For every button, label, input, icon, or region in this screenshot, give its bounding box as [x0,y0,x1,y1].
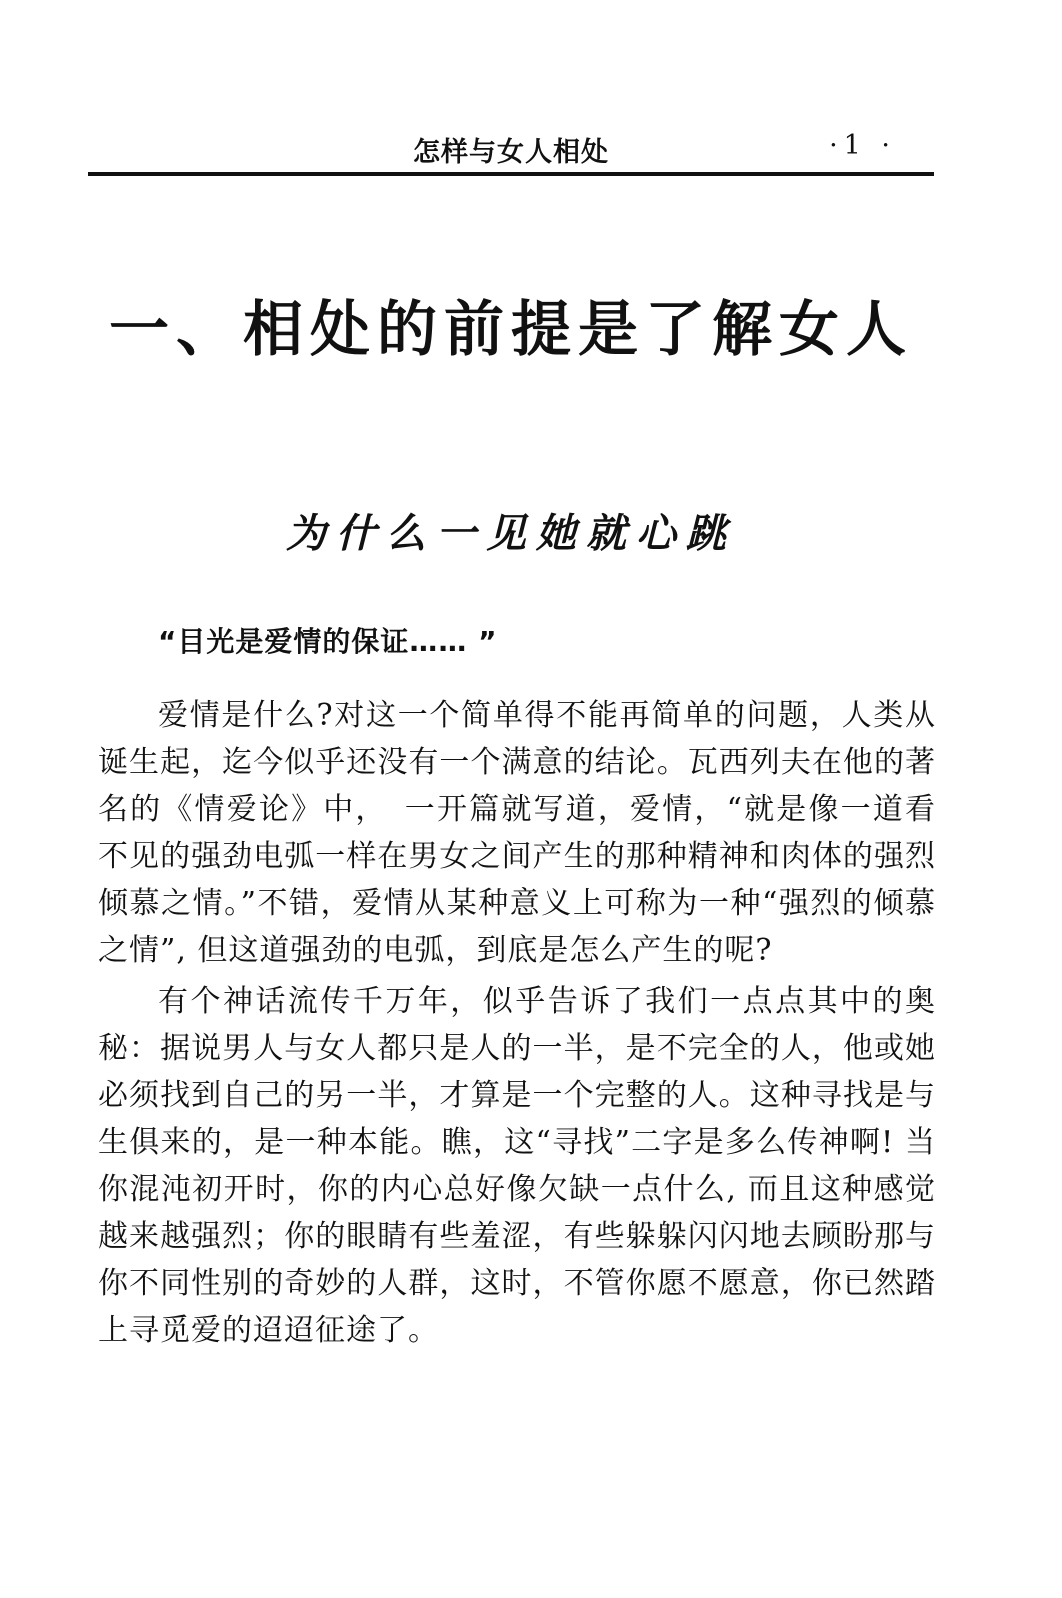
page-number: ·1 · [829,130,896,161]
running-title: 怎样与女人相处 [413,137,609,168]
section-title: 为什么一见她就心跳 [286,510,736,557]
chapter-title: 一、相处的前提是了解女人 [109,295,913,365]
running-header [88,128,934,176]
section-epigraph: “目光是爱情的保证…… ” [158,625,498,658]
paragraph: 爱情是什么?对这一个简单得不能再简单的问题，人类从诞生起，迄今似乎还没有一个满意的结论。瓦西列夫在他的著名的《情爱论》中， 一开篇就写道，爱情，“就是像一道看不见的强劲电弧一样在男女之间产生的那种精神和肉体的强烈倾慕之情。”不错，爱情从某种意义上可称为一种“强烈的倾慕之情”, 但这道强劲的电弧，到底是怎么产生的呢? [98,698,936,968]
paragraph: 有个神话流传千万年，似乎告诉了我们一点点其中的奥秘：据说男人与女人都只是人的一半，是不完全的人，他或她必须找到自己的另一半，才算是一个完整的人。这种寻找是与生俱来的，是一种本能。瞧，这“寻找”二字是多么传神啊! 当你混沌初开时，你的内心总好像欠缺一点什么, 而且这种感觉越来越强烈；你的眼睛有些羞涩，有些躲躲闪闪地去顾盼那与你不同性别的奇妙的人群，这时，不管你愿不愿意，你已然踏上寻觅爱的迢迢征途了。 [98,984,936,1348]
body-text [98,692,936,1358]
